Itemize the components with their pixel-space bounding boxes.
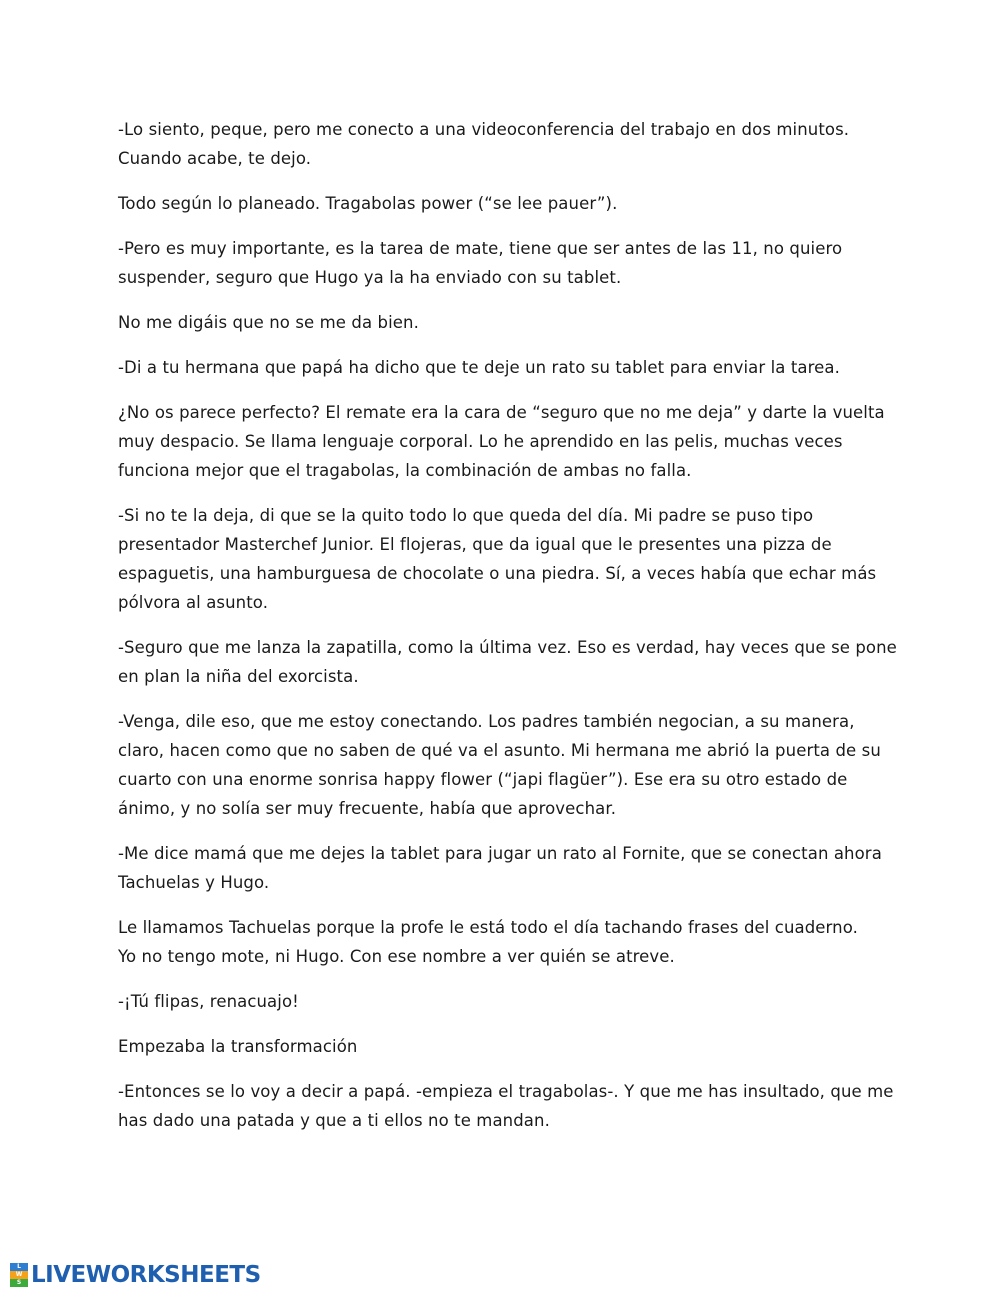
paragraph [118, 189, 898, 218]
story-text [118, 115, 898, 1151]
text-line: -Venga, dile eso, que me estoy conectando. Los padres también negocian, a su manera, [118, 712, 855, 731]
paragraph [118, 707, 898, 823]
paragraph [118, 633, 898, 691]
text-line: -Entonces se lo voy a decir a papá. -empieza el tragabolas-. Y que me has insultado, que me [118, 1082, 894, 1101]
text-line: Yo no tengo mote, ni Hugo. Con ese nombre a ver quién se atreve. [118, 947, 675, 966]
text-line: -Pero es muy importante, es la tarea de mate, tiene que ser antes de las 11, no quiero [118, 239, 843, 258]
text-line: suspender, seguro que Hugo ya la ha enviado con su tablet. [118, 268, 622, 287]
paragraph [118, 308, 898, 337]
paragraph [118, 1077, 898, 1135]
text-line: Tachuelas y Hugo. [118, 873, 270, 892]
text-line: funciona mejor que el tragabolas, la combinación de ambas no falla. [118, 461, 692, 480]
paragraph [118, 398, 898, 485]
liveworksheets-logo[interactable] [10, 1260, 261, 1290]
text-line: cuarto con una enorme sonrisa happy flower (“japi flagüer”). Ese era su otro estado de [118, 770, 848, 789]
text-line: Cuando acabe, te dejo. [118, 149, 312, 168]
text-line: -Me dice mamá que me dejes la tablet para jugar un rato al Fornite, que se conectan ahora [118, 844, 882, 863]
paragraph [118, 987, 898, 1016]
text-line: -Di a tu hermana que papá ha dicho que te deje un rato su tablet para enviar la tarea. [118, 358, 840, 377]
text-line: Todo según lo planeado. Tragabolas power (“se lee pauer”). [118, 194, 618, 213]
logo-text: LIVEWORKSHEETS [31, 1262, 261, 1288]
text-line: No me digáis que no se me da bien. [118, 313, 419, 332]
text-line: claro, hacen como que no saben de qué va el asunto. Mi hermana me abrió la puerta de su [118, 741, 881, 760]
paragraph [118, 1032, 898, 1061]
paragraph [118, 839, 898, 897]
paragraph [118, 501, 898, 617]
text-line: -¡Tú flipas, renacuajo! [118, 992, 299, 1011]
paragraph [118, 115, 898, 173]
text-line: en plan la niña del exorcista. [118, 667, 359, 686]
text-line: presentador Masterchef Junior. El flojeras, que da igual que le presentes una pizza de [118, 535, 832, 554]
text-line: -Lo siento, peque, pero me conecto a una videoconferencia del trabajo en dos minutos. [118, 120, 850, 139]
liveworksheets-logo-icon: L W S [10, 1263, 28, 1287]
text-line: Le llamamos Tachuelas porque la profe le está todo el día tachando frases del cuaderno. [118, 918, 858, 937]
text-line: has dado una patada y que a ti ellos no te mandan. [118, 1111, 550, 1130]
paragraph [118, 234, 898, 292]
text-line: ¿No os parece perfecto? El remate era la cara de “seguro que no me deja” y darte la vuelta [118, 403, 885, 422]
text-line: Empezaba la transformación [118, 1037, 358, 1056]
paragraph [118, 353, 898, 382]
text-line: muy despacio. Se llama lenguaje corporal. Lo he aprendido en las pelis, muchas veces [118, 432, 843, 451]
paragraph [118, 913, 898, 971]
text-line: -Si no te la deja, di que se la quito todo lo que queda del día. Mi padre se puso tipo [118, 506, 814, 525]
text-line: pólvora al asunto. [118, 593, 269, 612]
text-line: -Seguro que me lanza la zapatilla, como la última vez. Eso es verdad, hay veces que se pone [118, 638, 897, 657]
text-line: ánimo, y no solía ser muy frecuente, había que aprovechar. [118, 799, 617, 818]
text-line: espaguetis, una hamburguesa de chocolate o una piedra. Sí, a veces había que echar más [118, 564, 877, 583]
